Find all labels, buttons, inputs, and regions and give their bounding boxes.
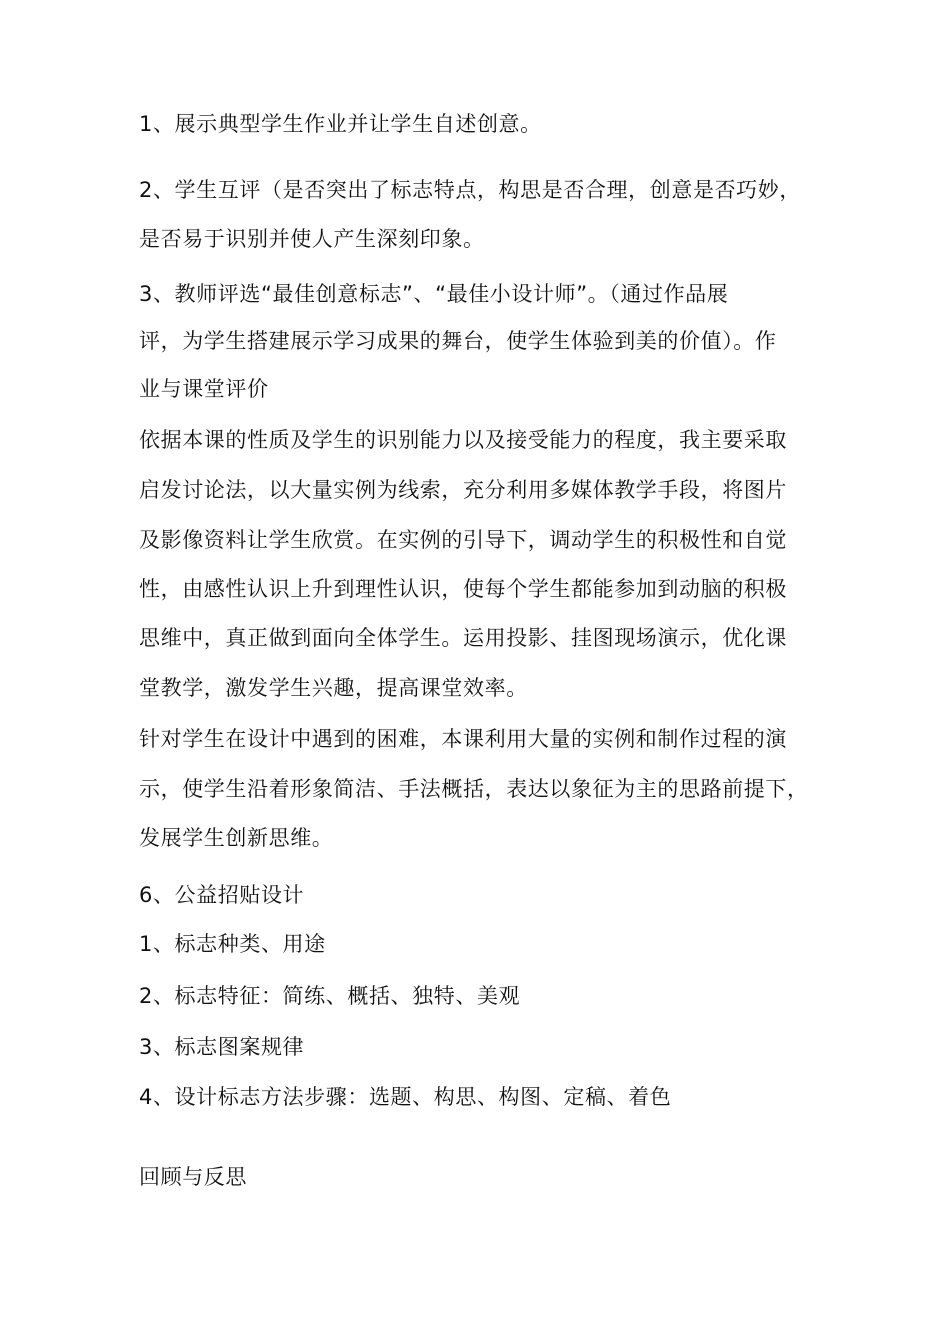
list-item-teacher-selection: 3、教师评选“最佳创意标志”、“最佳小设计师”。（通过作品展 (139, 282, 729, 306)
paragraph-line: 发展学生创新思维。 (139, 826, 334, 850)
paragraph-line: 业与课堂评价 (139, 377, 269, 401)
paragraph-line: 启发讨论法，以大量实例为线索，充分利用多媒体教学手段，将图片 (139, 478, 787, 502)
list-item-logo-steps: 4、设计标志方法步骤：选题、构思、构图、定稿、着色 (139, 1085, 672, 1109)
paragraph-line: 堂教学，激发学生兴趣，提高课堂效率。 (139, 676, 528, 700)
paragraph-line: 是否易于识别并使人产生深刻印象。 (139, 227, 485, 251)
list-item-logo-types: 1、标志种类、用途 (139, 932, 326, 956)
list-item-showcase-work: 1、展示典型学生作业并让学生自述创意。 (139, 112, 542, 136)
paragraph-line: 示，使学生沿着形象简洁、手法概括，表达以象征为主的思路前提下， (139, 777, 809, 801)
list-item-logo-patterns: 3、标志图案规律 (139, 1035, 305, 1059)
paragraph-line: 及影像资料让学生欣赏。在实例的引导下，调动学生的积极性和自觉 (139, 528, 787, 552)
list-item-peer-review: 2、学生互评（是否突出了标志特点，构思是否合理，创意是否巧妙， (139, 178, 801, 202)
paragraph-line: 依据本课的性质及学生的识别能力以及接受能力的程度，我主要采取 (139, 428, 787, 452)
section-heading-reflection: 回顾与反思 (139, 1165, 247, 1189)
paragraph-line: 性，由感性认识上升到理性认识，使每个学生都能参加到动脑的积极 (139, 577, 787, 601)
paragraph-line: 针对学生在设计中遇到的困难，本课利用大量的实例和制作过程的演 (139, 727, 787, 751)
list-item-poster-design: 6、公益招贴设计 (139, 883, 305, 907)
paragraph-line: 评，为学生搭建展示学习成果的舞台，使学生体验到美的价值）。作 (139, 329, 777, 353)
list-item-logo-features: 2、标志特征：简练、概括、独特、美观 (139, 984, 521, 1008)
paragraph-line: 思维中，真正做到面向全体学生。运用投影、挂图现场演示，优化课 (139, 626, 787, 650)
